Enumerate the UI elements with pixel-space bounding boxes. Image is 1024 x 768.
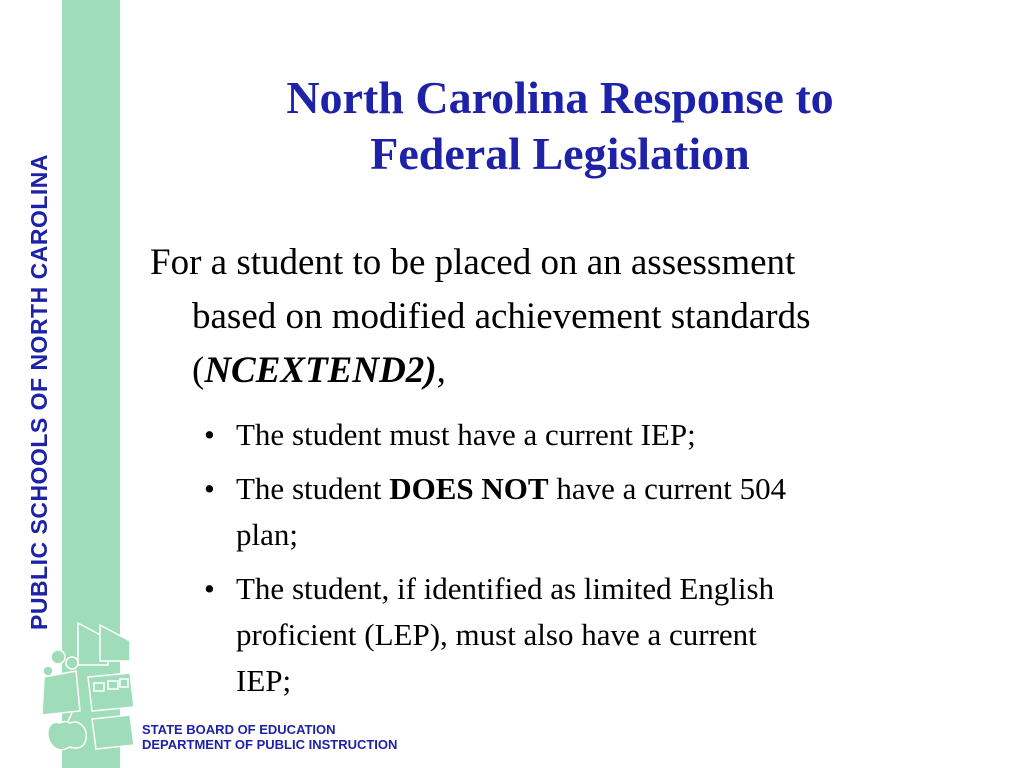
intro-paragraph <box>150 236 980 398</box>
bullet-3-line-3: IEP; <box>236 663 292 698</box>
footer-line-2: DEPARTMENT OF PUBLIC INSTRUCTION <box>142 737 398 752</box>
school-family-apple-bus-logo-icon <box>30 615 140 755</box>
title-line-2: Federal Legislation <box>370 128 750 179</box>
bullet-marker: • <box>204 571 215 606</box>
bullet-2-line-1 <box>236 466 980 512</box>
list-item <box>200 412 980 458</box>
title-line-1: North Carolina Response to <box>286 72 834 123</box>
list-item <box>200 566 980 704</box>
vertical-brand-label: PUBLIC SCHOOLS OF NORTH CAROLINA <box>26 154 52 630</box>
footer <box>142 722 397 752</box>
bullet-marker: • <box>204 471 215 506</box>
bullet-2-pre: The student <box>236 471 390 506</box>
bullet-marker: • <box>204 417 215 452</box>
bullet-3-line-2: proficient (LEP), must also have a current <box>236 617 757 652</box>
bullet-1-line-1: The student must have a current IEP; <box>236 417 696 452</box>
intro-line-1: For a student to be placed on an assessment <box>150 242 796 283</box>
bullet-3-line-1: The student, if identified as limited English <box>236 571 775 606</box>
list-item <box>200 466 980 558</box>
slide-title <box>140 70 980 182</box>
ncextend2-emphasis: NCEXTEND2) <box>204 350 437 391</box>
footer-line-1: STATE BOARD OF EDUCATION <box>142 722 336 737</box>
requirements-list <box>200 412 980 712</box>
intro-line-3 <box>150 344 980 398</box>
intro-paren-open: ( <box>192 350 205 391</box>
bullet-2-post: have a current 504 <box>548 471 787 506</box>
bullet-2-line-2: plan; <box>236 517 298 552</box>
does-not-emphasis: DOES NOT <box>389 471 549 506</box>
intro-line-2: based on modified achievement standards <box>192 296 811 337</box>
intro-trailing: , <box>436 350 446 391</box>
